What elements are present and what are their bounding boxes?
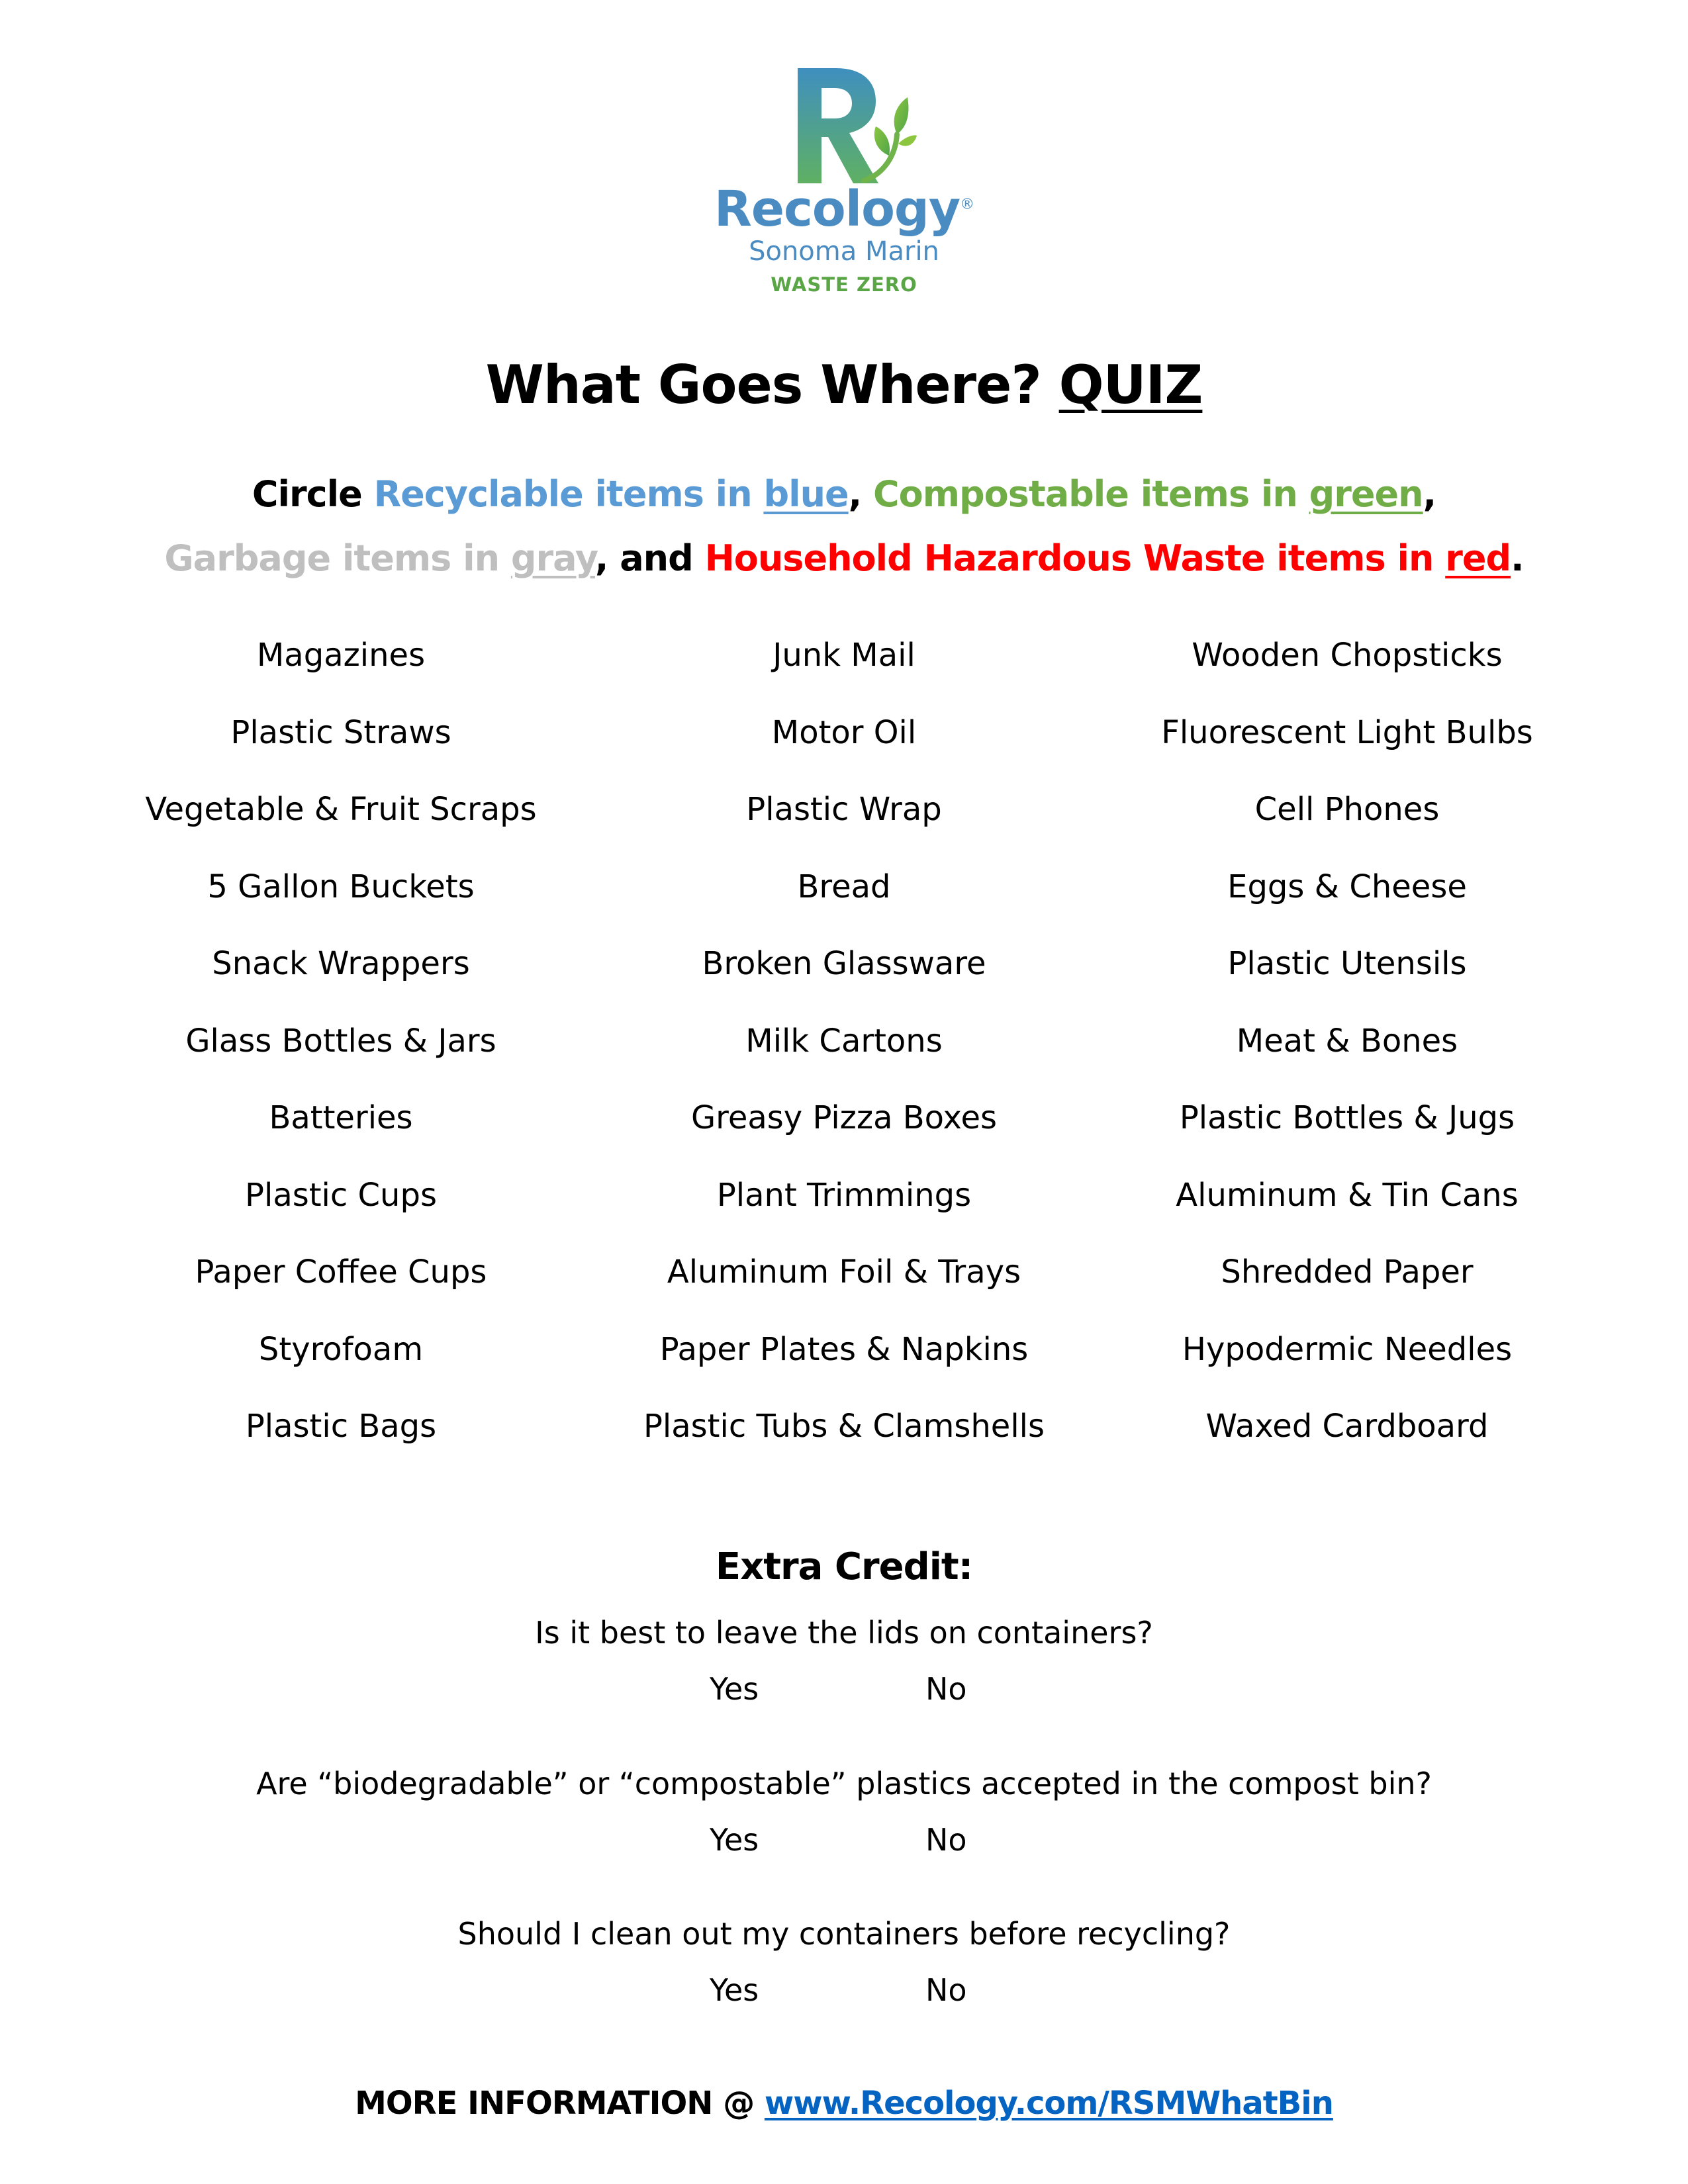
quiz-item[interactable]: Plastic Cups [245, 1176, 437, 1214]
quiz-item[interactable]: Plastic Wrap [746, 791, 942, 828]
answer-yes-1[interactable]: Yes [710, 1671, 759, 1707]
quiz-item[interactable]: Paper Plates & Napkins [659, 1330, 1029, 1368]
quiz-item[interactable]: Plastic Tubs & Clamshells [643, 1408, 1045, 1445]
quiz-item[interactable]: Plastic Utensils [1227, 945, 1467, 982]
quiz-item[interactable]: Waxed Cardboard [1205, 1408, 1489, 1445]
quiz-item[interactable]: Broken Glassware [702, 945, 986, 982]
page-title: What Goes Where? QUIZ [485, 354, 1203, 416]
quiz-item[interactable]: Wooden Chopsticks [1192, 637, 1503, 674]
quiz-item[interactable]: Aluminum & Tin Cans [1176, 1176, 1519, 1214]
quiz-item[interactable]: Plant Trimmings [716, 1176, 972, 1214]
extra-credit-question-3: Should I clean out my containers before recycling? [457, 1916, 1231, 1952]
logo-tagline: WASTE ZERO [771, 273, 917, 296]
quiz-item[interactable]: Magazines [256, 637, 426, 674]
items-column-2 [592, 632, 1096, 1480]
quiz-item[interactable]: Motor Oil [771, 713, 917, 751]
quiz-item[interactable]: Bread [797, 868, 891, 905]
quiz-item[interactable]: Meat & Bones [1236, 1022, 1458, 1060]
blue-word: blue [763, 473, 849, 515]
quiz-item[interactable]: Batteries [269, 1099, 413, 1136]
quiz-item[interactable]: Styrofoam [258, 1330, 424, 1368]
recology-whatbin-link[interactable]: www.Recology.com/RSMWhatBin [764, 2085, 1333, 2122]
quiz-item[interactable]: Paper Coffee Cups [195, 1253, 487, 1291]
footer-label: MORE INFORMATION @ [355, 2085, 765, 2122]
extra-credit-question-1: Is it best to leave the lids on containers? [535, 1615, 1153, 1651]
recology-r-leaf-icon [784, 63, 917, 189]
quiz-item[interactable]: Eggs & Cheese [1227, 868, 1467, 905]
quiz-item[interactable]: Milk Cartons [745, 1022, 943, 1060]
instructions-line-2: Garbage items in gray, and Household Hazardous Waste items in red. [164, 537, 1524, 579]
answer-no-1[interactable]: No [925, 1671, 967, 1707]
recyclable-text: Recyclable items in [373, 473, 764, 515]
quiz-item[interactable]: Plastic Bags [245, 1408, 437, 1445]
quiz-item[interactable]: Plastic Straws [230, 713, 451, 751]
answer-yes-2[interactable]: Yes [710, 1822, 759, 1858]
quiz-item[interactable]: Hypodermic Needles [1182, 1330, 1513, 1368]
logo-wordmark: Recology® [714, 181, 974, 238]
recology-logo [712, 63, 976, 308]
items-column-1 [89, 632, 592, 1480]
quiz-item[interactable]: Junk Mail [773, 637, 915, 674]
footer-more-info [0, 2085, 1688, 2122]
compostable-text: Compostable items in [873, 473, 1309, 515]
gray-word: gray [510, 537, 595, 579]
green-word: green [1309, 473, 1423, 515]
red-word: red [1445, 537, 1511, 579]
quiz-item[interactable]: Aluminum Foil & Trays [667, 1253, 1021, 1291]
answer-no-3[interactable]: No [925, 1972, 967, 2008]
quiz-item[interactable]: Shredded Paper [1221, 1253, 1474, 1291]
quiz-item[interactable]: Fluorescent Light Bulbs [1161, 713, 1533, 751]
quiz-item[interactable]: Plastic Bottles & Jugs [1179, 1099, 1515, 1136]
items-column-3 [1096, 632, 1599, 1480]
quiz-item[interactable]: 5 Gallon Buckets [207, 868, 475, 905]
hazardous-text: Household Hazardous Waste items in [704, 537, 1446, 579]
extra-credit-heading: Extra Credit: [715, 1545, 973, 1588]
quiz-item[interactable]: Vegetable & Fruit Scraps [145, 791, 537, 828]
extra-credit-question-2: Are “biodegradable” or “compostable” plastics accepted in the compost bin? [256, 1766, 1432, 1801]
answer-yes-3[interactable]: Yes [710, 1972, 759, 2008]
logo-subtitle: Sonoma Marin [749, 236, 939, 267]
garbage-text: Garbage items in [164, 537, 511, 579]
quiz-item[interactable]: Greasy Pizza Boxes [690, 1099, 998, 1136]
answer-no-2[interactable]: No [925, 1822, 967, 1858]
quiz-item[interactable]: Snack Wrappers [212, 945, 470, 982]
quiz-item[interactable]: Cell Phones [1254, 791, 1440, 828]
quiz-item[interactable]: Glass Bottles & Jars [185, 1022, 496, 1060]
quiz-word: QUIZ [1058, 354, 1203, 416]
instructions-line-1: Circle Recyclable items in blue, Compostable items in green, [252, 473, 1436, 515]
